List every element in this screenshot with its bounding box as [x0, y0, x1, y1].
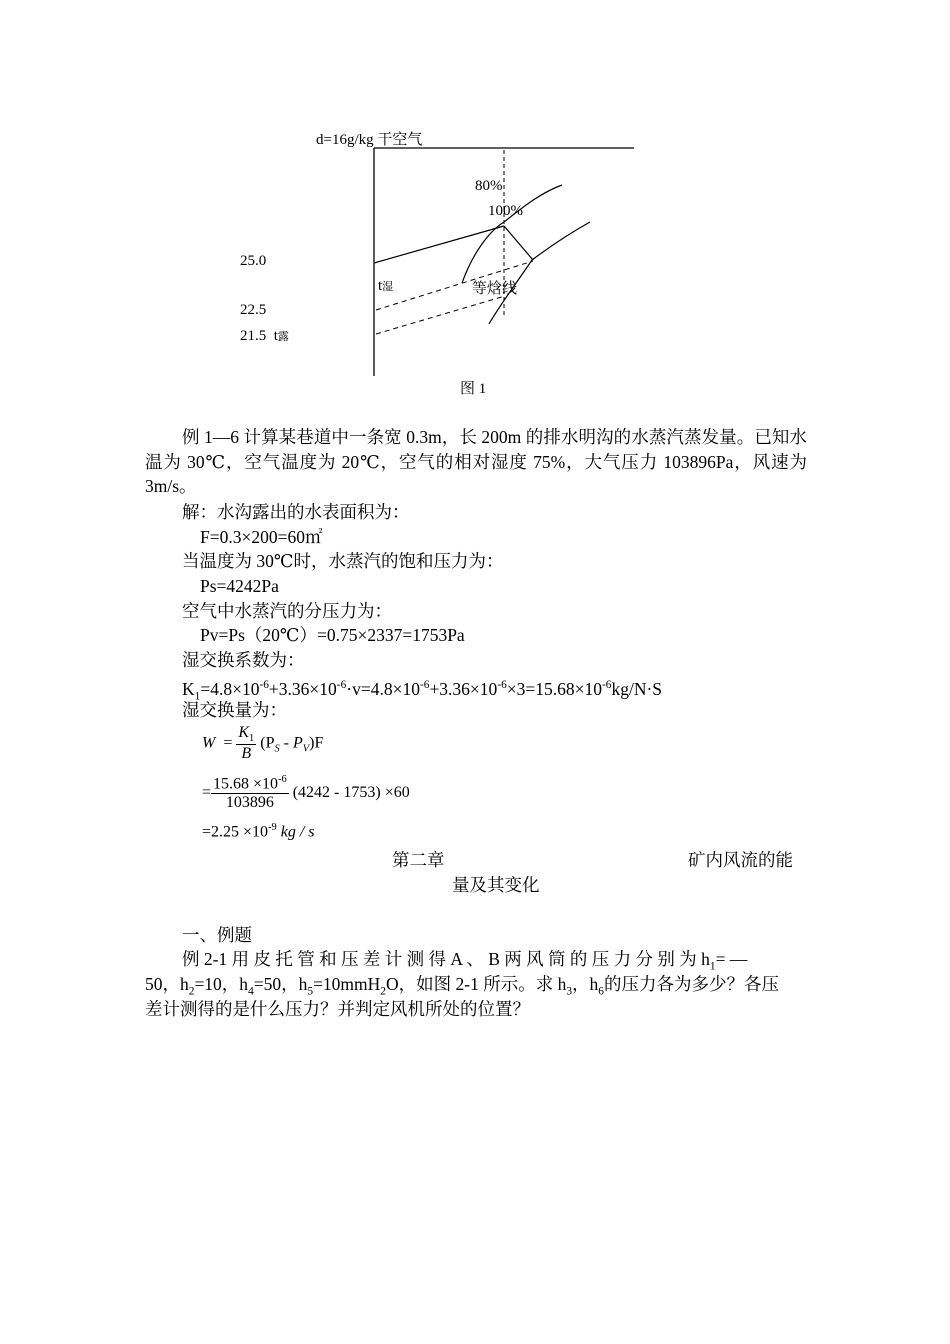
- solution-line: 解：水沟露出的水表面积为：: [182, 502, 410, 522]
- t25-line: [374, 226, 504, 263]
- pv-equation: Pv=Ps（20℃）=0.75×2337=1753Pa: [200, 625, 465, 645]
- chapter-number: 第二章: [392, 850, 445, 870]
- chapter-title-part1: 矿内风流的能: [688, 850, 793, 870]
- figure-caption: 图 1: [460, 381, 487, 397]
- area-equation: F=0.3×200=60㎡: [200, 527, 323, 547]
- enthalpy-label: 等焓线: [472, 281, 518, 297]
- enthalpy-line: [504, 226, 533, 260]
- example-2-1-line-2: 50，$h_2=10$，$h_4=50$，$h_5=10mmH_2O$，如图 2-1 所示。求 $h_3$，$h_6$的压力各为多少？各压: [145, 974, 779, 998]
- figure-d-label: d=16g/kg 干空气: [316, 132, 423, 148]
- exchange-amount-text: 湿交换量为：: [182, 700, 287, 720]
- saturation-text: 当温度为 30℃时，水蒸汽的饱和压力为：: [182, 551, 504, 571]
- t25-label: 25.0: [240, 253, 267, 269]
- t215-label: 21.5 t露: [240, 328, 289, 344]
- ps-equation: Ps=4242Pa: [200, 576, 279, 596]
- formula-line-3: $=2.25 \times 10^{-9}$ kg / s: [202, 822, 315, 841]
- t-wet-label: t湿: [378, 278, 394, 294]
- partial-pressure-text: 空气中水蒸汽的分压力为：: [182, 601, 392, 621]
- formula-line-1: W = $\frac{K_1}{B}$ $(P_S - P_V)F$: [202, 724, 324, 763]
- example-2-1-line-3: 差计测得的是什么压力？并判定风机所处的位置？: [145, 999, 530, 1019]
- rh100-label: 100%: [488, 203, 523, 219]
- t225-label: 22.5: [240, 302, 267, 318]
- t215-dashed: [376, 296, 505, 334]
- rh80-label: 80%: [475, 178, 503, 194]
- example-2-1-line-1: 例 2-1 用 皮 托 管 和 压 差 计 测 得 A 、 B 两 风 筒 的 压 力 分 别 为 $h_1=$ —: [182, 949, 748, 973]
- formula-line-2: = $\frac{15.68 \times 10^{-6}}{103896}$ (4242 - 1753) ×60: [202, 774, 410, 812]
- section-heading: 一、例题: [182, 925, 252, 945]
- psychrometric-diagram: [0, 0, 950, 400]
- k1-equation: $K_1=4.8\times 10^{-6}+3.36\times 10^{-6}\cdot v=4.8\times 10^{-6}+3.36\times 10^{-6}\times 3=15.68\times 10^{-6}kg/N\cdot S$: [182, 678, 663, 703]
- example-1-6-paragraph: 例 1—6 计算某巷道中一条宽 0.3m，长 200m 的排水明沟的水蒸汽蒸发量。已知水温为 30℃，空气温度为 20℃，空气的相对湿度 75%，大气压力 103896Pa，风速为 3m/s。: [145, 427, 807, 497]
- chapter-title-part2: 量及其变化: [452, 875, 540, 895]
- coefficient-text: 湿交换系数为：: [182, 650, 305, 670]
